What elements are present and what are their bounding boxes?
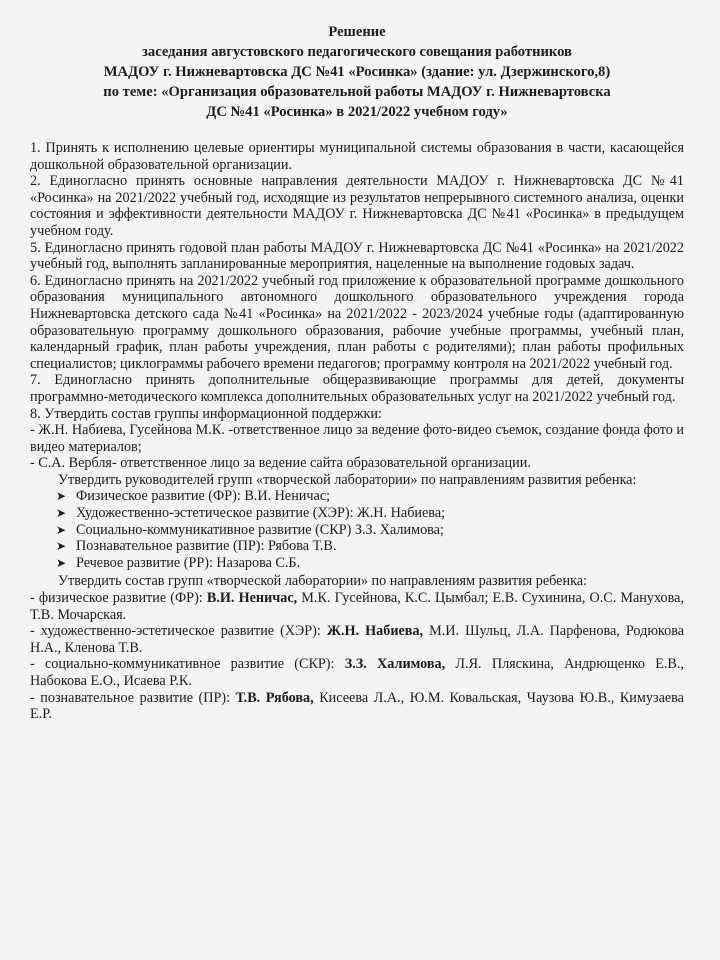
leader-list-item [30, 488, 684, 505]
decision-item-5: 5. Единогласно принять годовой план работы МАДОУ г. Нижневартовска ДС №41 «Росинка» на 2021/2022 учебный год, выполнять запланированные мероприятия, нацеленные на выполнение годовых задач. [30, 239, 684, 273]
decision-item-6: 6. Единогласно принять на 2021/2022 учебный год приложение к образовательной программе дошкольного образования муниципального автономного дошкольного образовательного учреждения города Нижневартовска детского сада №41 «Росинка» на 2021/2022 - 2023/2024 учебные годы (адаптированную образовательную программу дошкольного образования, рабочие учебные программы, учебный план, календарный график, план работы учреждения, план работы с родителями); план работы профильных специалистов; циклограммы рабочего времени педагогов; программу контроля на 2021/2022 учебный год. [30, 272, 684, 372]
group-members: М.И. Шульц, Л.А. Парфенова, Родюкова Н.А., Кленова Т.В. [30, 623, 684, 656]
arrowhead-bullet-icon: ➤ [56, 555, 67, 570]
decision-item-7: 7. Единогласно принять дополнительные общеразвивающие программы для детей, документы программно-методического комплекса дополнительных образовательных услуг на 2021/2022 учебный год. [30, 372, 684, 405]
leader-text: Физическое развитие (ФР): В.И. Неничас; [76, 488, 331, 505]
group-members: М.К. Гусейнова, К.С. Цымбал; Е.В. Сухинина, О.С. Манухова, Т.В. Мочарская. [30, 590, 684, 623]
decision-item-2: 2. Единогласно принять основные направления деятельности МАДОУ г. Нижневартовска ДС №41 «Росинка» на 2021/2022 учебный год, исходящие из результатов непрерывного системного анализа, оценки состояния и эффективности деятельности МАДОУ г. Нижневартовска ДС №41 «Росинка» в предыдущем учебном году. [30, 173, 684, 239]
header-organization-line: МАДОУ г. Нижневартовска ДС №41 «Росинка» (здание: ул. Дзержинского,8) [103, 64, 611, 80]
group-leader-name: В.И. Неничас, [206, 590, 298, 607]
leader-text: Речевое развитие (РР): Назарова С.Б. [76, 554, 301, 571]
arrowhead-bullet-icon: ➤ [56, 522, 67, 537]
group-label: - познавательное развитие (ПР): [30, 689, 236, 706]
header-topic-line-2: ДС №41 «Росинка» в 2021/2022 учебном году» [206, 104, 508, 120]
group-leader-name: Т.В. Рябова, [235, 689, 314, 706]
leader-list-item [30, 505, 684, 522]
group-composition-her [30, 623, 684, 656]
leader-list-item [30, 538, 684, 555]
decision-item-1: 1. Принять к исполнению целевые ориентиры муниципальной системы образования в части, касающейся дошкольной образовательной организации. [30, 140, 684, 173]
leader-text: Познавательное развитие (ПР): Рябова Т.В. [76, 538, 337, 555]
group-composition-skr [30, 656, 684, 689]
group-members: Кисеева Л.А., Ю.М. Ковальская, Чаузова Ю.В., Кимузаева Е.Р. [30, 689, 684, 723]
document-title: Решение [328, 24, 386, 40]
document-body [30, 140, 684, 723]
leader-text: Художественно-эстетическое развитие (ХЭР): Ж.Н. Набиева; [76, 505, 446, 522]
group-leader-name: Ж.Н. Набиева, [326, 623, 424, 640]
decision-item-8: 8. Утвердить состав группы информационной поддержки: [30, 405, 382, 422]
info-support-member-1: - Ж.Н. Набиева, Гусейнова М.К. -ответственное лицо за ведение фото-видео съемок, создание фонда фото и видео материалов; [30, 422, 684, 455]
group-composition-fr [30, 590, 684, 623]
group-members: Л.Я. Пляскина, Андрющенко Е.В., Набокова Е.О., Исаева Р.К. [30, 656, 684, 689]
group-label: - физическое развитие (ФР): [30, 590, 207, 607]
leaders-intro: Утвердить руководителей групп «творческой лаборатории» по направлениям развития ребенка: [58, 471, 637, 488]
arrowhead-bullet-icon: ➤ [56, 506, 67, 521]
document-header [30, 22, 684, 122]
group-label: - социально-коммуникативное развитие (СКР): [30, 656, 345, 673]
leader-list-item [30, 555, 684, 572]
leader-text: Социально-коммуникативное развитие (СКР) З.З. Халимова; [76, 521, 444, 538]
groups-intro: Утвердить состав групп «творческой лаборатории» по направлениям развития ребенка: [58, 573, 587, 590]
arrowhead-bullet-icon: ➤ [56, 539, 67, 554]
header-meeting-line: заседания августовского педагогического совещания работников [142, 44, 572, 60]
arrowhead-bullet-icon: ➤ [56, 489, 67, 504]
group-leader-name: З.З. Халимова, [344, 656, 446, 673]
leader-list-item [30, 522, 684, 539]
header-topic-line: по теме: «Организация образовательной работы МАДОУ г. Нижневартовска [103, 84, 611, 100]
group-label: - художественно-эстетическое развитие (ХЭР): [30, 623, 327, 640]
group-composition-pr [30, 690, 684, 723]
info-support-member-2: - С.А. Вербля- ответственное лицо за ведение сайта образовательной организации. [30, 455, 531, 472]
